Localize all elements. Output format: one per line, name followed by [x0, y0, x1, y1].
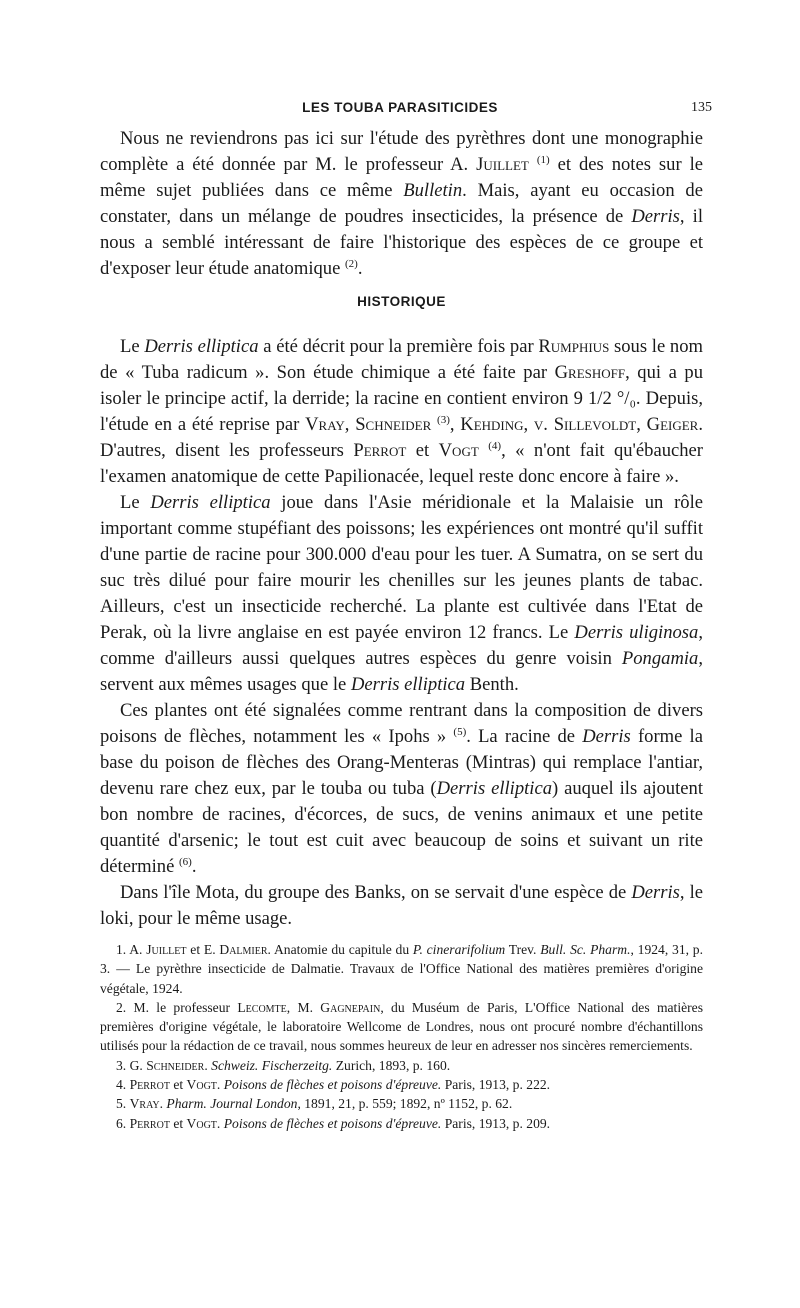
footnotes: [100, 940, 703, 1133]
footnote-6: 6. Perrot et Vogt. Poisons de flèches et poisons d'épreuve. Paris, 1913, p. 209.: [116, 1115, 551, 1131]
footnote-3: 3. G. Schneider. Schweiz. Fischerzeitg. Zurich, 1893, p. 160.: [116, 1057, 451, 1073]
body-text: [100, 126, 703, 932]
intro-paragraph: Nous ne reviendrons pas ici sur l'étude des pyrèthres dont une monographie complète a été donnée par M. le professeur A. Juillet $^{(1)}$ et des notes sur le même sujet publiées dans ce même Bulletin. Mais, ayant eu occasion de constater, dans un mélange de poudres insecticides, la présence de Derris, il nous a semblé intéressant de faire l'historique des espèces de ce groupe et d'exposer leur étude anatomique $^{(2)}$.: [100, 128, 703, 279]
footnote-ref-3: (3): [437, 413, 450, 426]
historique-paragraph-1: Le Derris elliptica a été décrit pour la première fois par Rumphius sous le nom de « Tuba radicum ». Son étude chimique a été faite par Greshoff, qui a pu isoler le principe actif, la derride; la racine en contient environ 9 1/2 °/₀. Depuis, l'étude en a été reprise par Vray, Schneider $^{(3)}$, Kehding, v. Sillevoldt, Geiger. D'autres, disent les professeurs Perrot et Vogt $^{(4)}$, « n'ont fait qu'ébaucher l'examen anatomique de cette Papilionacée, lequel reste donc encore à faire ».: [100, 336, 704, 487]
footnote-ref-6: (6): [179, 855, 192, 868]
footnote-4: 4. Perrot et Vogt. Poisons de flèches et poisons d'épreuve. Paris, 1913, p. 222.: [116, 1077, 551, 1093]
footnote-2: 2. M. le professeur Lecomte, M. Gagnepain, du Muséum de Paris, L'Office National des matières premières d'origine végétale, le laboratoire Wellcome de Londres, nous ont procuré nombre d'échantillons utilisés pour la rédaction de ce travail, nous sommes heureux de leur en adresser nos sincères remerciements.: [100, 999, 703, 1054]
section-heading: HISTORIQUE: [357, 294, 446, 309]
historique-paragraph-3: Ces plantes ont été signalées comme rentrant dans la composition de divers poisons de flèches, notamment les « Ipohs » $^{(5)}$. La racine de Derris forme la base du poison de flèches des Orang-Menteras (Mintras) qui remplace l'antiar, devenu rare chez eux, par le touba ou tuba (Derris elliptica) auquel ils ajoutent bon nombre de racines, d'écorces, de sucs, de venins animaux et une petite quantité d'arsenic; le tout est cuit avec beaucoup de soins et suivant un rite déterminé $^{(6)}$.: [100, 700, 703, 877]
footnote-1: 1. A. Juillet et E. Dalmier. Anatomie du capitule du P. cinerarifolium Trev. Bull. Sc. Pharm., 1924, 31, p. 3. — Le pyrèthre insecticide de Dalmatie. Travaux de l'Office National des matières premières d'origine végétale, 1924.: [100, 942, 704, 996]
footnote-5: 5. Vray. Pharm. Journal London, 1891, 21, p. 559; 1892, nº 1152, p. 62.: [116, 1096, 513, 1112]
footnote-ref-4: (4): [488, 439, 502, 452]
historique-paragraph-2: Le Derris elliptica joue dans l'Asie méridionale et la Malaisie un rôle important comme stupéfiant des poissons; les expériences ont montré qu'il suffit d'une partie de racine pour 300.000 d'eau pour les tuer. A Sumatra, on se sert du suc très dilué pour faire mourir les chenilles sur les jeunes plants de tabac. Ailleurs, c'est un insecticide recherché. La plante est cultivée dans l'Etat de Perak, où la livre anglaise en est payée environ 12 francs. Le Derris uliginosa, comme d'ailleurs aussi quelques autres espèces du genre voisin Pongamia, servent aux mêmes usages que le Derris elliptica Benth.: [100, 492, 704, 695]
footnote-ref-1: (1): [536, 153, 550, 166]
page-number: 135: [691, 100, 712, 115]
historique-paragraph-4: Dans l'île Mota, du groupe des Banks, on se servait d'une espèce de Derris, le loki, pour le même usage.: [100, 882, 703, 929]
footnote-ref-2: (2): [344, 257, 358, 270]
footnote-ref-5: (5): [453, 725, 467, 738]
running-head: [100, 100, 712, 122]
running-title: LES TOUBA PARASITICIDES: [302, 100, 498, 115]
